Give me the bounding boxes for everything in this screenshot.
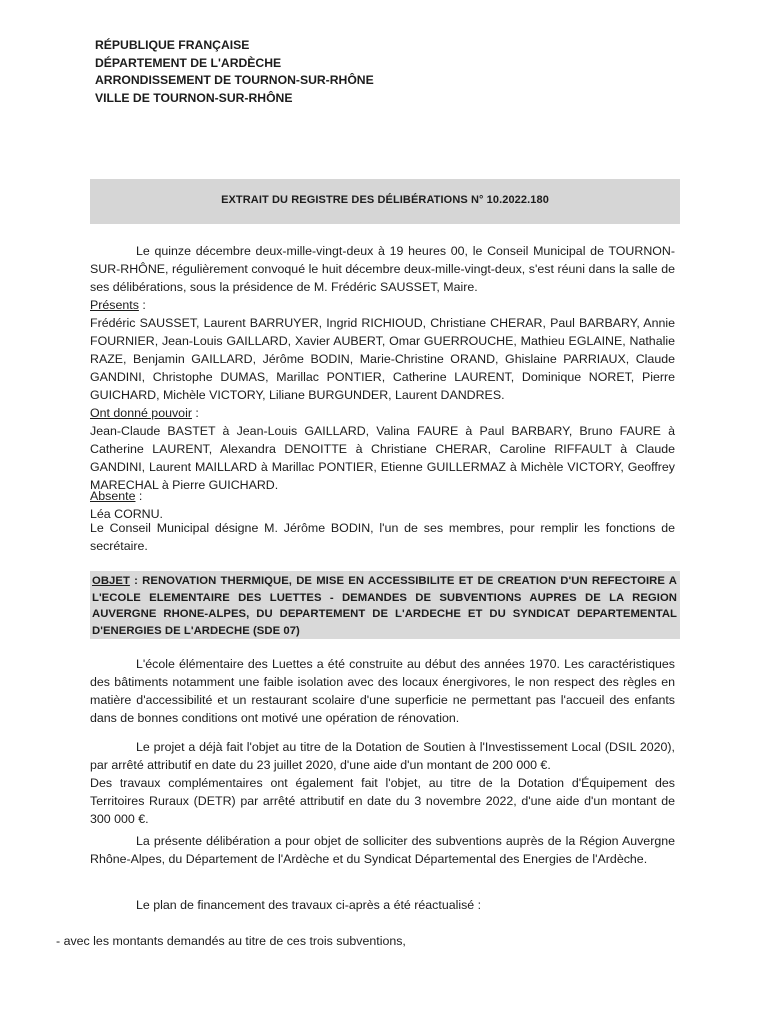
header-arrondissement: ARRONDISSEMENT DE TOURNON-SUR-RHÔNE [95,73,374,87]
body-paragraph-1 [90,655,675,727]
absente-heading [90,487,675,505]
paragraph-dsil: Le projet a déjà fait l'objet au titre de la Dotation de Soutien à l'Investissement Local (DSIL 2020), par arrêté attributif en date du 23 juillet 2020, d'une aide d'un montant de 200 000 €. [90,740,675,772]
intro-paragraph: Le quinze décembre deux-mille-vingt-deux à 19 heures 00, le Conseil Municipal de TOURNON-SUR-RHÔNE, régulièrement convoqué le huit décembre deux-mille-vingt-deux, s'est réuni dans la salle de ses délibérations, sous la présidence de M. Frédéric SAUSSET, Maire. [90,244,675,294]
pouvoir-colon: : [191,406,199,420]
document-header [95,37,374,107]
pouvoir-names: Jean-Claude BASTET à Jean-Louis GAILLARD, Valina FAURE à Paul BARBARY, Bruno FAURE à Catherine LAURENT, Alexandra DENOITTE à Christiane CHERAR, Caroline RIFFAULT à Claude GANDINI, Laurent MAILLARD à Marillac PONTIER, Etienne GUILLERMAZ à Michèle VICTORY, Geoffrey MARECHAL à Pierre GUICHARD. [90,424,675,492]
body-paragraph-4 [90,896,675,914]
body-paragraph-3 [90,832,675,868]
header-republic: RÉPUBLIQUE FRANÇAISE [95,38,250,52]
object-text [92,573,677,639]
body-paragraph-5 [56,932,676,950]
presents-label: Présents [90,298,139,312]
paragraph-financing-plan: Le plan de financement des travaux ci-après a été réactualisé : [136,898,482,912]
secretary-paragraph [90,519,675,555]
absente-colon: : [135,489,143,503]
presents-heading [90,296,675,314]
absent-section [90,487,675,523]
paragraph-detr: Des travaux complémentaires ont également fait l'objet, au titre de la Dotation d'Équipement des Territoires Ruraux (DETR) par arrêté attributif en date du 3 novembre 2022, d'une aide d'un montant de 300 000 €. [90,776,675,826]
header-city: VILLE DE TOURNON-SUR-RHÔNE [95,90,293,105]
pouvoir-label: Ont donné pouvoir [90,406,192,420]
paragraph-subsidy-request: La présente délibération a pour objet de solliciter des subventions auprès de la Région Auvergne Rhône-Alpes, du Département de l'Ardèche et du Syndicat Départemental des Energies de l'Ardèche. [90,834,675,866]
object-box [90,571,680,639]
absente-names: Léa CORNU. [90,507,163,521]
secretary-text: Le Conseil Municipal désigne M. Jérôme BODIN, l'un de ses membres, pour remplir les fonctions de secrétaire. [90,521,675,553]
presents-colon: : [138,298,146,312]
register-title: EXTRAIT DU REGISTRE DES DÉLIBÉRATIONS N° 10.2022.180 [221,194,549,206]
attendance-section [90,242,675,494]
absente-label: Absente [90,489,136,503]
paragraph-school-history: L'école élémentaire des Luettes a été construite au début des années 1970. Les caractéristiques des bâtiments notamment une faible isolation avec des locaux énergivores, le non respect des règles en matière d'accessibilité et un restaurant scolaire d'une superficie ne permettant pas l'accueil des enfants dans de bonnes conditions ont motivé une opération de rénovation. [90,657,675,725]
object-lead: OBJET [92,575,130,587]
body-paragraph-2 [90,738,675,828]
pouvoir-heading [90,404,675,422]
presents-names: Frédéric SAUSSET, Laurent BARRUYER, Ingrid RICHIOUD, Christiane CHERAR, Paul BARBARY, Annie FOURNIER, Jean-Louis GAILLARD, Xavier AUBERT, Omar GUERROUCHE, Mathieu EGLAINE, Nathalie RAZE, Benjamin GAILLARD, Jérôme BODIN, Marie-Christine ORAND, Ghislaine PARRIAUX, Claude GANDINI, Christophe DUMAS, Marillac PONTIER, Catherine LAURENT, Dominique NORET, Pierre GUICHARD, Michèle VICTORY, Liliane BURGUNDER, Laurent DANDRES. [90,316,675,402]
object-title: : RENOVATION THERMIQUE, DE MISE EN ACCESSIBILITE ET DE CREATION D'UN REFECTOIRE A L'ECOLE ELEMENTAIRE DES LUETTES - DEMANDES DE SUBVENTIONS AUPRES DE LA REGION AUVERGNE RHONE-ALPES, DU DEPARTEMENT DE L'ARDECHE ET DU SYNDICAT DEPARTEMENTAL D'ENERGIES DE L'ARDECHE (SDE 07) [92,575,677,637]
header-department: DÉPARTEMENT DE L'ARDÈCHE [95,55,282,70]
paragraph-amounts-list: - avec les montants demandés au titre de ces trois subventions, [56,934,406,948]
register-title-bar [90,179,680,224]
